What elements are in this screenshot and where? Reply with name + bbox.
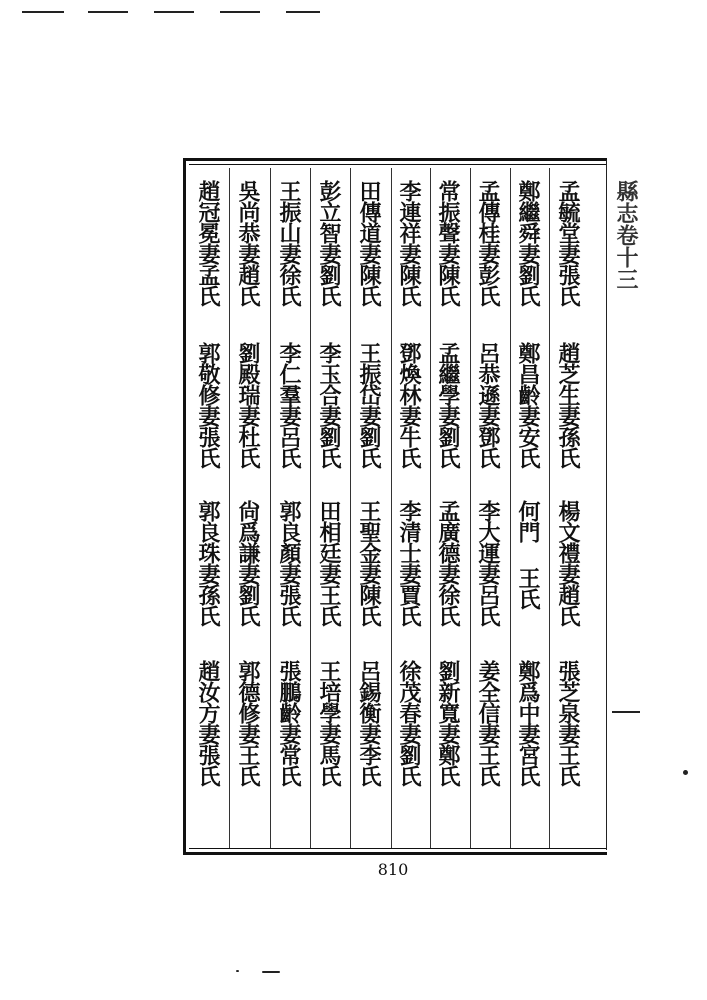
running-header: 縣志卷十三 (613, 180, 639, 290)
name-entry: 孟毓堂妻張氏 (555, 180, 581, 306)
name-entry: 郭德修妻王氏 (235, 660, 261, 786)
name-entry: 李仁羣妻呂氏 (276, 342, 302, 468)
name-entry: 呂錫衡妻李氏 (356, 660, 382, 786)
scan-speck (262, 971, 280, 973)
name-entry: 尙爲謙妻劉氏 (235, 500, 261, 626)
name-entry: 常振聲妻陳氏 (435, 180, 461, 306)
column-divider (229, 168, 230, 848)
name-entry: 何門 王氏 (515, 500, 541, 609)
top-rule (88, 11, 128, 13)
page-number: 810 (377, 860, 409, 879)
column-divider (430, 168, 431, 848)
name-entry: 田傳道妻陳氏 (356, 180, 382, 306)
name-entry: 鄧煥林妻牛氏 (396, 342, 422, 468)
column-divider (470, 168, 471, 848)
name-entry: 孟傳桂妻彭氏 (475, 180, 501, 306)
name-entry: 彭立智妻劉氏 (316, 180, 342, 306)
name-entry: 劉殿瑞妻杜氏 (235, 342, 261, 468)
name-entry: 李清士妻賈氏 (396, 500, 422, 626)
column-divider (270, 168, 271, 848)
name-entry: 張芝泉妻王氏 (555, 660, 581, 786)
name-entry: 李連祥妻陳氏 (396, 180, 422, 306)
name-entry: 郭良珠妻孫氏 (195, 500, 221, 626)
name-entry: 趙芝生妻孫氏 (555, 342, 581, 468)
name-entry: 楊文禮妻趙氏 (555, 500, 581, 626)
top-rule (22, 11, 64, 13)
scan-speck (683, 770, 688, 775)
name-entry: 鄭爲中妻宮氏 (515, 660, 541, 786)
name-entry: 趙汝方妻張氏 (195, 660, 221, 786)
name-entry: 徐茂春妻劉氏 (396, 660, 422, 786)
column-divider (310, 168, 311, 848)
column-divider (391, 168, 392, 848)
name-entry: 吳尚恭妻趙氏 (235, 180, 261, 306)
name-entry: 郭良顏妻張氏 (276, 500, 302, 626)
name-entry: 李大運妻呂氏 (475, 500, 501, 626)
name-entry: 姜全信妻王氏 (475, 660, 501, 786)
column-divider (549, 168, 550, 848)
top-rule (220, 11, 260, 13)
name-entry: 孟繼學妻劉氏 (435, 342, 461, 468)
top-rule (286, 11, 320, 13)
name-entry: 李玉合妻劉氏 (316, 342, 342, 468)
name-entry: 趙冠冕妻孟氏 (195, 180, 221, 306)
side-margin-rule (606, 160, 607, 850)
name-entry: 鄭繼舜妻劉氏 (515, 180, 541, 306)
name-entry: 張鵬齡妻常氏 (276, 660, 302, 786)
name-entry: 劉新寬妻鄭氏 (435, 660, 461, 786)
name-entry: 呂恭遜妻鄧氏 (475, 342, 501, 468)
column-divider (350, 168, 351, 848)
name-entry: 田相廷妻王氏 (316, 500, 342, 626)
name-entry: 王聖金妻陳氏 (356, 500, 382, 626)
name-entry: 鄭昌齡妻安氏 (515, 342, 541, 468)
name-entry: 王振山妻徐氏 (276, 180, 302, 306)
name-entry: 孟廣德妻徐氏 (435, 500, 461, 626)
name-entry: 郭敬修妻張氏 (195, 342, 221, 468)
top-rule (154, 11, 194, 13)
side-margin-mark (612, 711, 640, 713)
name-entry: 王培學妻馬氏 (316, 660, 342, 786)
column-divider (510, 168, 511, 848)
scan-speck (236, 970, 239, 972)
name-entry: 王振岱妻劉氏 (356, 342, 382, 468)
